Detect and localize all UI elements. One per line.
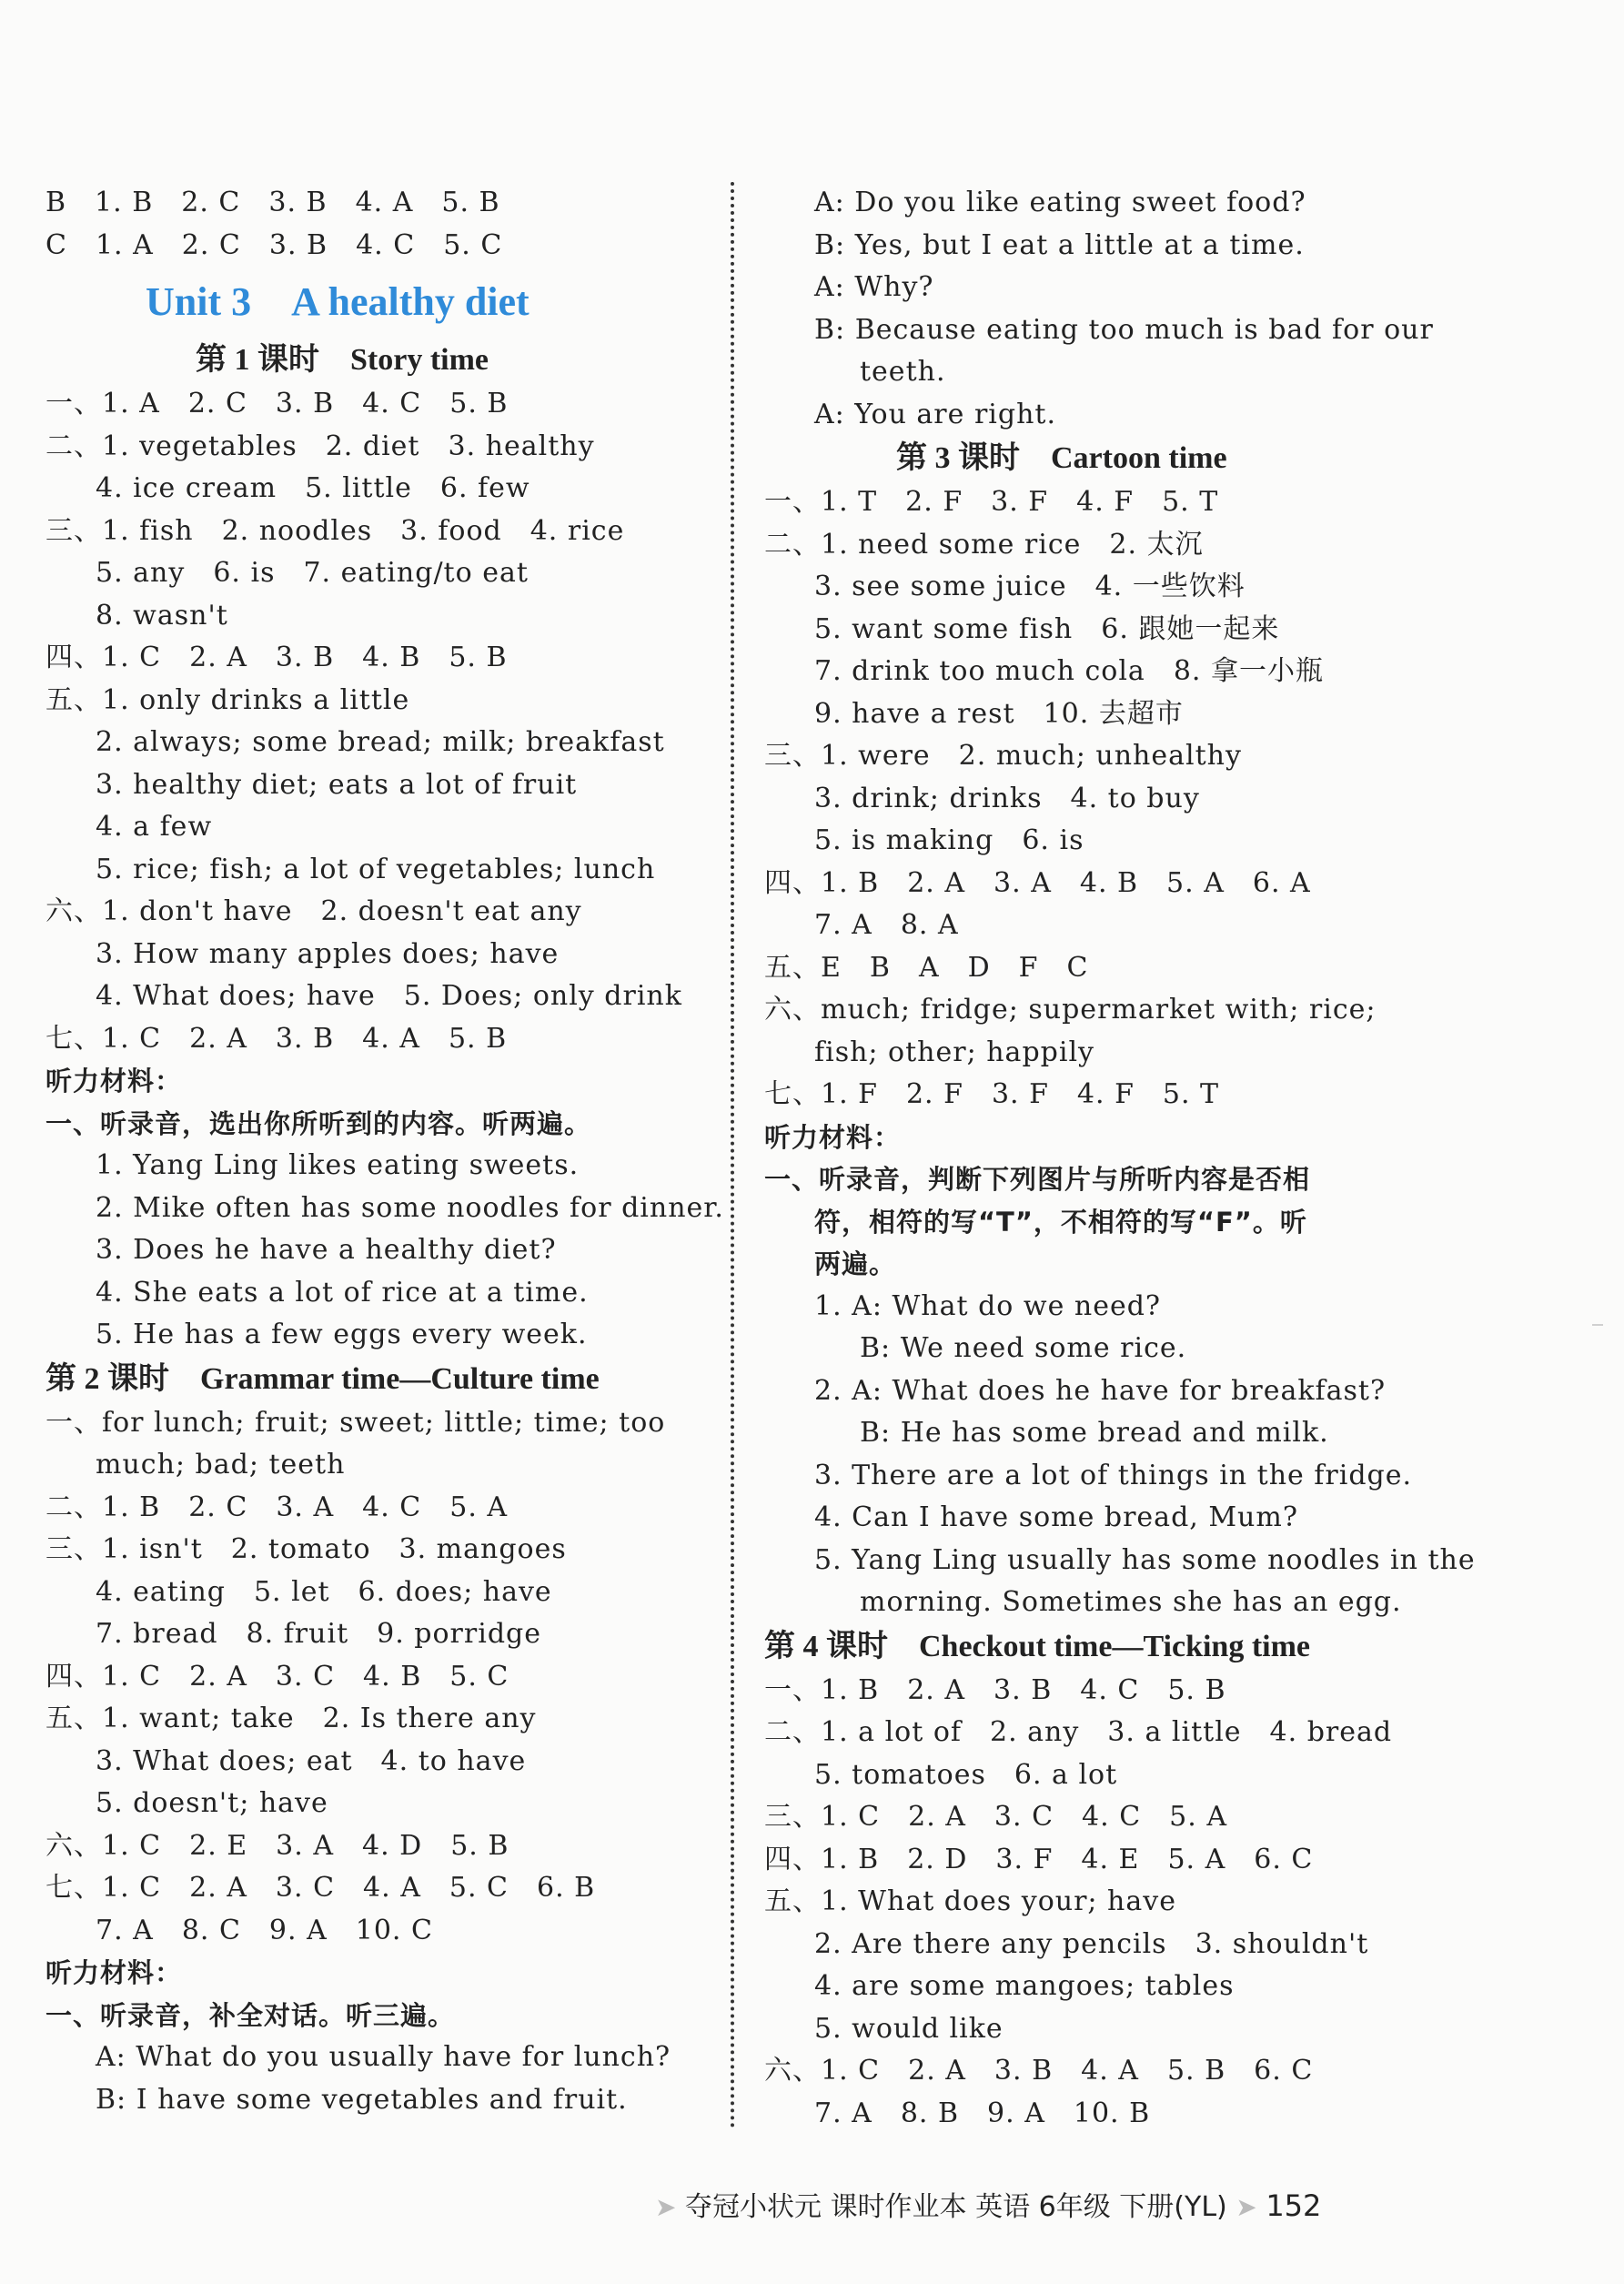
answer-line: 3. How many apples does; have	[96, 937, 560, 970]
transcript-line: 2. A: What does he have for breakfast?	[814, 1374, 1387, 1407]
answer-line: fish; other; happily	[814, 1036, 1094, 1068]
answer-line: 四、1. C 2. A 3. C 4. B 5. C	[45, 1660, 509, 1693]
page-footer	[655, 2184, 1321, 2224]
footer-grade: 6年级	[1038, 2191, 1111, 2223]
lesson-heading: 第 2 课时 Grammar time—Culture time	[45, 1361, 600, 1396]
answer-line: 5. would like	[814, 2012, 1004, 2045]
answer-line: 5. want some fish 6. 跟她一起来	[814, 612, 1280, 645]
answer-line: 7. bread 8. fruit 9. porridge	[96, 1618, 541, 1650]
answer-line: 五、1. only drinks a little	[45, 683, 410, 716]
transcript-line: 5. Yang Ling usually has some noodles in the	[814, 1543, 1476, 1576]
listening-heading: 听力材料：	[764, 1121, 902, 1153]
transcript-line: 1. A: What do we need?	[814, 1289, 1161, 1322]
transcript-line: 3. Does he have a healthy diet?	[96, 1234, 557, 1266]
answer-line: 四、1. B 2. A 3. A 4. B 5. A 6. A	[764, 866, 1311, 899]
listening-question: 两遍。	[814, 1248, 897, 1279]
answer-line: 五、E B A D F C	[764, 951, 1089, 984]
answer-line: 2. always; some bread; milk; breakfast	[96, 726, 665, 758]
lesson-heading: 第 1 课时 Story time	[196, 343, 489, 377]
answer-line: 2. Are there any pencils 3. shouldn't	[814, 1927, 1369, 1960]
listening-heading: 听力材料：	[45, 1957, 183, 1988]
listening-heading: 听力材料：	[45, 1066, 183, 1097]
answer-line: 二、1. need some rice 2. 太沉	[764, 528, 1204, 561]
answer-line: 四、1. C 2. A 3. B 4. B 5. B	[45, 642, 508, 673]
transcript-line: teeth.	[860, 356, 946, 388]
transcript-line: A: You are right.	[814, 398, 1056, 430]
answer-line: 五、1. What does your; have	[764, 1885, 1176, 1917]
listening-question: 一、听录音，补全对话。听三遍。	[45, 1999, 456, 2031]
transcript-line: B: Yes, but I eat a little at a time.	[814, 228, 1305, 261]
answer-line: 7. drink too much cola 8. 拿一小瓶	[814, 655, 1324, 687]
lesson-heading: 第 3 课时 Cartoon time	[896, 441, 1227, 475]
answer-line: 4. What does; have 5. Does; only drink	[96, 980, 682, 1012]
column-divider	[731, 182, 734, 2129]
lesson-heading: 第 4 课时 Checkout time—Ticking time	[764, 1629, 1311, 1663]
answer-line: 七、1. C 2. A 3. B 4. A 5. B	[45, 1022, 508, 1055]
chevron-right-icon: ➤	[1236, 2192, 1257, 2222]
margin-mark	[1592, 1324, 1603, 1326]
answer-line: 三、1. C 2. A 3. C 4. C 5. A	[764, 1801, 1227, 1833]
transcript-line: 2. Mike often has some noodles for dinner.	[96, 1191, 724, 1224]
listening-question: 符，相符的写“T”，不相符的写“F”。听	[814, 1206, 1307, 1238]
right-column	[764, 182, 1476, 2135]
answer-line: 六、1. C 2. E 3. A 4. D 5. B	[45, 1829, 509, 1862]
listening-question: 一、听录音，判断下列图片与所听内容是否相	[764, 1164, 1311, 1195]
answer-line: 7. A 8. C 9. A 10. C	[96, 1914, 433, 1946]
answer-line: 3. What does; eat 4. to have	[96, 1744, 527, 1777]
answer-line: 9. have a rest 10. 去超市	[814, 697, 1184, 730]
answer-line: 一、1. A 2. C 3. B 4. C 5. B	[45, 388, 509, 419]
page-number: 152	[1266, 2188, 1322, 2223]
transcript-line: 4. Can I have some bread, Mum?	[814, 1501, 1298, 1533]
answer-line: 7. A 8. B 9. A 10. B	[814, 2097, 1151, 2129]
answer-line: much; bad; teeth	[96, 1449, 346, 1481]
answer-line: B 1. B 2. C 3. B 4. A 5. B	[45, 187, 500, 218]
footer-subject: 英语	[975, 2191, 1031, 2223]
answer-line: 七、1. F 2. F 3. F 4. F 5. T	[764, 1078, 1220, 1110]
transcript-line: morning. Sometimes she has an egg.	[860, 1586, 1402, 1618]
answer-line: 4. ice cream 5. little 6. few	[96, 472, 530, 504]
answer-line: 8. wasn't	[96, 599, 228, 632]
answer-line: 5. any 6. is 7. eating/to eat	[96, 557, 529, 589]
answer-line: 5. rice; fish; a lot of vegetables; lunch	[96, 853, 656, 885]
transcript-line: B: I have some vegetables and fruit.	[96, 2083, 628, 2116]
transcript-line: 1. Yang Ling likes eating sweets.	[96, 1149, 580, 1181]
answer-line: 7. A 8. A	[814, 909, 959, 941]
answer-line: 5. doesn't; have	[96, 1787, 328, 1819]
answer-line: 五、1. want; take 2. Is there any	[45, 1703, 537, 1734]
answer-line: 三、1. isn't 2. tomato 3. mangoes	[45, 1533, 567, 1565]
answer-line: 4. are some mangoes; tables	[814, 1970, 1235, 2002]
transcript-line: A: What do you usually have for lunch?	[96, 2041, 671, 2073]
footer-book: 课时作业本	[830, 2191, 967, 2223]
transcript-line: A: Do you like eating sweet food?	[814, 187, 1306, 218]
chevron-right-icon: ➤	[655, 2192, 677, 2222]
answer-line: 4. a few	[96, 811, 213, 843]
transcript-line: 3. There are a lot of things in the fridge.	[814, 1459, 1413, 1491]
answer-line: 六、1. don't have 2. doesn't eat any	[45, 895, 582, 927]
answer-line: 四、1. B 2. D 3. F 4. E 5. A 6. C	[764, 1843, 1314, 1875]
transcript-line: B: Because eating too much is bad for our	[814, 313, 1434, 346]
left-column	[45, 182, 724, 2121]
answer-line: 3. drink; drinks 4. to buy	[814, 782, 1200, 814]
answer-line: 三、1. were 2. much; unhealthy	[764, 740, 1242, 772]
answer-line: C 1. A 2. C 3. B 4. C 5. C	[45, 228, 503, 261]
footer-brand: 夺冠小状元	[685, 2191, 822, 2223]
transcript-line: B: We need some rice.	[860, 1332, 1187, 1364]
transcript-line: 5. He has a few eggs every week.	[96, 1319, 588, 1350]
transcript-line: B: He has some bread and milk.	[860, 1417, 1329, 1449]
answer-line: 3. healthy diet; eats a lot of fruit	[96, 768, 578, 801]
answer-line: 一、1. T 2. F 3. F 4. F 5. T	[764, 486, 1219, 518]
listening-question: 一、听录音，选出你所听到的内容。听两遍。	[45, 1107, 592, 1139]
answer-line: 二、1. B 2. C 3. A 4. C 5. A	[45, 1491, 509, 1523]
answer-line: 一、for lunch; fruit; sweet; little; time; too	[45, 1406, 666, 1439]
answer-line: 5. is making 6. is	[814, 824, 1084, 856]
answer-line: 六、1. C 2. A 3. B 4. A 5. B 6. C	[764, 2055, 1314, 2087]
answer-line: 二、1. a lot of 2. any 3. a little 4. bread	[764, 1716, 1393, 1748]
transcript-line: A: Why?	[814, 271, 934, 303]
transcript-line: 4. She eats a lot of rice at a time.	[96, 1276, 589, 1309]
footer-term: 下册(YL)	[1119, 2191, 1227, 2223]
answer-line: 3. see some juice 4. 一些饮料	[814, 571, 1246, 602]
answer-line: 二、1. vegetables 2. diet 3. healthy	[45, 430, 595, 462]
answer-line: 六、much; fridge; supermarket with; rice;	[764, 994, 1377, 1026]
answer-line: 一、1. B 2. A 3. B 4. C 5. B	[764, 1673, 1226, 1706]
answer-line: 4. eating 5. let 6. does; have	[96, 1575, 552, 1608]
unit-title: Unit 3 A healthy diet	[146, 279, 530, 324]
answer-line: 三、1. fish 2. noodles 3. food 4. rice	[45, 514, 625, 547]
answer-line: 5. tomatoes 6. a lot	[814, 1758, 1118, 1791]
answer-line: 七、1. C 2. A 3. C 4. A 5. C 6. B	[45, 1872, 596, 1904]
